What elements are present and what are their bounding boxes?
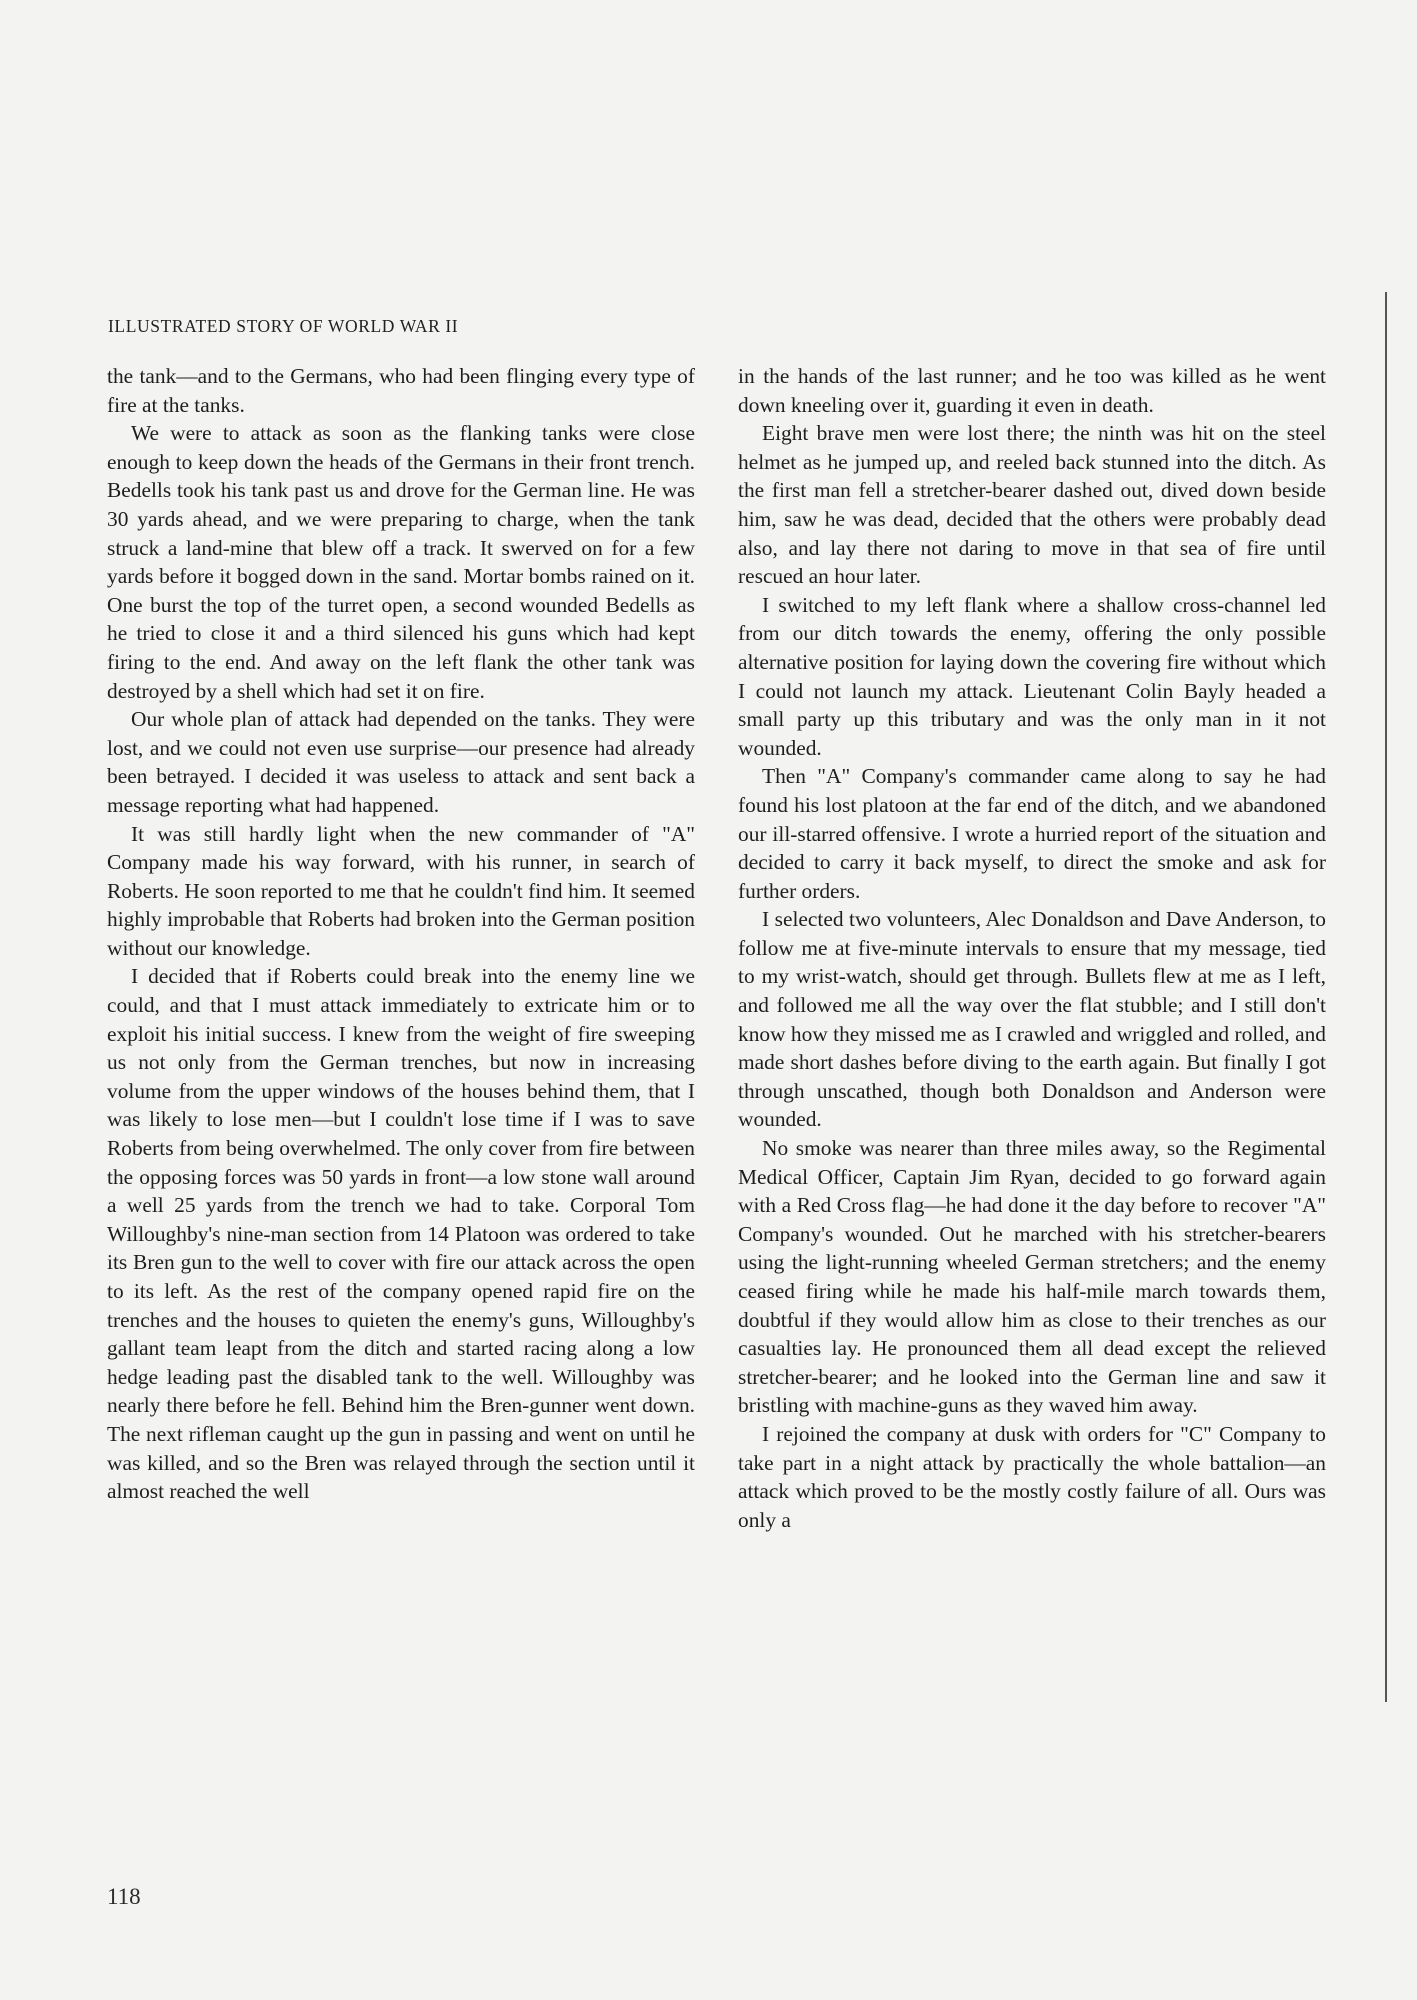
left-column bbox=[107, 362, 695, 1506]
paragraph: Eight brave men were lost there; the ninth was hit on the steel helmet as he jumped up, and reeled back stunned into the ditch. As the first man fell a stretcher-bearer dashed out, dived down beside him, saw he was dead, decided that the others were probably dead also, and lay there not daring to move in that sea of fire until rescued an hour later. bbox=[738, 421, 1326, 589]
paragraph: Our whole plan of attack had depended on the tanks. They were lost, and we could not even use surprise—our presence had already been betrayed. I decided it was useless to attack and sent back a message reporting what had happened. bbox=[107, 707, 695, 817]
right-column bbox=[738, 362, 1326, 1534]
running-head: ILLUSTRATED STORY OF WORLD WAR II bbox=[108, 316, 459, 336]
paragraph: Then "A" Company's commander came along to say he had found his lost platoon at the far end of the ditch, and we abandoned our ill-starred offensive. I wrote a hurried report of the situation and decided to carry it back myself, to direct the smoke and ask for further orders. bbox=[738, 764, 1326, 903]
paragraph: I selected two volunteers, Alec Donaldson and Dave Anderson, to follow me at five-minute intervals to ensure that my message, tied to my wrist-watch, should get through. Bullets flew at me as I left, and followed me all the way over the flat stubble; and I still don't know how they missed me as I crawled and wriggled and rolled, and made short dashes before diving to the earth again. But finally I got through unscathed, though both Donaldson and Anderson were wounded. bbox=[738, 907, 1326, 1132]
paragraph: the tank—and to the Germans, who had been flinging every type of fire at the tanks. bbox=[107, 364, 695, 417]
paragraph: We were to attack as soon as the flanking tanks were close enough to keep down the heads of the Germans in their front trench. Bedells took his tank past us and drove for the German line. He was 30 yards ahead, and we were preparing to charge, when the tank struck a land-mine that blew off a track. It swerved on for a few yards before it bogged down in the sand. Mortar bombs rained on it. One burst the top of the turret open, a second wounded Bedells as he tried to close it and a third silenced his guns which had kept firing to the end. And away on the left flank the other tank was destroyed by a shell which had set it on fire. bbox=[107, 421, 695, 703]
paragraph: I switched to my left flank where a shallow cross-channel led from our ditch towards the enemy, offering the only possible alternative position for laying down the covering fire without which I could not launch my attack. Lieutenant Colin Bayly headed a small party up this tributary and was the only man in it not wounded. bbox=[738, 592, 1326, 760]
paragraph: in the hands of the last runner; and he too was killed as he went down kneeling over it, guarding it even in death. bbox=[738, 364, 1326, 417]
paragraph: No smoke was nearer than three miles away, so the Regimental Medical Officer, Captain Jim Ryan, decided to go forward again with a Red Cross flag—he had done it the day before to recover "A" Company's wounded. Out he marched with his stretcher-bearers using the light-running wheeled German stretchers; and the enemy ceased firing while he made his half-mile march towards them, doubtful if they would allow him as close to their trenches as our casualties lay. He pronounced them all dead except the relieved stretcher-bearer; and he looked into the German line and saw it bristling with machine-guns as they waved him away. bbox=[738, 1136, 1326, 1418]
scan-edge-rule bbox=[1385, 292, 1387, 1702]
paragraph: I rejoined the company at dusk with orders for "C" Company to take part in a night attack by practically the whole battalion—an attack which proved to be the mostly costly failure of all. Ours was only a bbox=[738, 1421, 1326, 1532]
paragraph: I decided that if Roberts could break into the enemy line we could, and that I must attack immediately to extricate him or to exploit his initial success. I knew from the weight of fire sweeping us not only from the German trenches, but now in increasing volume from the upper windows of the houses behind them, that I was likely to lose men—but I couldn't lose time if I was to save Roberts from being overwhelmed. The only cover from fire between the opposing forces was 50 yards in front—a low stone wall around a well 25 yards from the trench we had to take. Corporal Tom Willoughby's nine-man section from 14 Platoon was ordered to take its Bren gun to the well to cover with fire our attack across the open to its left. As the rest of the company opened rapid fire on the trenches and the houses to quieten the enemy's guns, Willoughby's gallant team leapt from the ditch and started racing along a low hedge leading past the disabled tank to the well. Willoughby was nearly there before he fell. Behind him the Bren-gunner went down. The next rifleman caught up the gun in passing and went on until he was killed, and so the Bren was relayed through the section until it almost reached the well bbox=[107, 964, 695, 1504]
paragraph: It was still hardly light when the new commander of "A" Company made his way forward, with his runner, in search of Roberts. He soon reported to me that he couldn't find him. It seemed highly improbable that Roberts had broken into the German position without our knowledge. bbox=[107, 821, 695, 960]
page-number: 118 bbox=[107, 1884, 141, 1909]
